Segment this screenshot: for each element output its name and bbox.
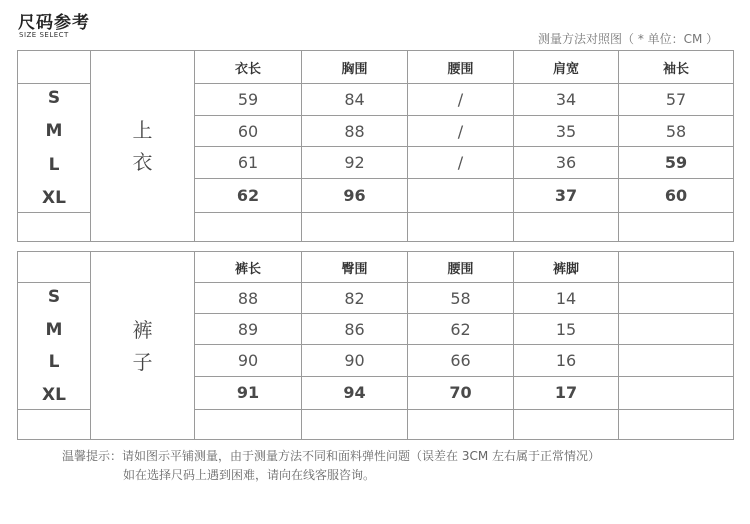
empty-cell bbox=[408, 410, 514, 440]
col-header-pant-length: 裤长 bbox=[195, 252, 302, 283]
col-header-length: 衣长 bbox=[195, 51, 302, 84]
empty-cell bbox=[18, 410, 91, 440]
empty-cell bbox=[619, 410, 734, 440]
tops-category-cell bbox=[91, 51, 195, 242]
table-cell: 91 bbox=[195, 376, 302, 409]
tips-note bbox=[62, 447, 600, 485]
table-cell: 16 bbox=[514, 345, 619, 376]
empty-cell bbox=[195, 410, 302, 440]
size-label: M bbox=[45, 319, 63, 340]
pants-category-char: 裤 bbox=[132, 317, 153, 342]
col-header-waist: 腰围 bbox=[408, 51, 514, 84]
table-cell: 36 bbox=[514, 147, 619, 179]
table-cell: 88 bbox=[195, 283, 302, 314]
empty-cell bbox=[302, 213, 408, 242]
pants-category-char: 子 bbox=[132, 349, 153, 374]
table-cell: 37 bbox=[514, 179, 619, 213]
size-label: S bbox=[47, 287, 61, 307]
corner-cell bbox=[18, 51, 91, 84]
tops-size-table bbox=[17, 50, 734, 242]
col-header-hip: 臀围 bbox=[302, 252, 408, 283]
size-label: M bbox=[45, 121, 63, 142]
size-label: S bbox=[47, 88, 61, 108]
table-cell: / bbox=[408, 84, 514, 116]
table-cell: 90 bbox=[195, 345, 302, 376]
table-cell: 34 bbox=[514, 84, 619, 116]
size-label: L bbox=[48, 154, 60, 175]
table-cell: 59 bbox=[619, 147, 734, 179]
table-cell: 17 bbox=[514, 376, 619, 409]
pants-category-cell bbox=[91, 252, 195, 440]
table-cell: 92 bbox=[302, 147, 408, 179]
empty-cell bbox=[619, 213, 734, 242]
table-cell: 58 bbox=[408, 283, 514, 314]
table-cell: 62 bbox=[408, 314, 514, 345]
tips-line: 如在选择尺码上遇到困难，请向在线客服咨询。 bbox=[123, 468, 376, 482]
table-cell: 86 bbox=[302, 314, 408, 345]
table-cell: 88 bbox=[302, 115, 408, 147]
empty-cell bbox=[18, 213, 91, 242]
table-cell: / bbox=[408, 115, 514, 147]
page-subtitle: SIZE SELECT bbox=[19, 31, 69, 39]
col-header-empty bbox=[619, 252, 734, 283]
table-cell bbox=[619, 283, 734, 314]
table-cell bbox=[619, 376, 734, 409]
table-cell: 15 bbox=[514, 314, 619, 345]
table-cell bbox=[408, 179, 514, 213]
table-cell bbox=[619, 314, 734, 345]
table-cell: 57 bbox=[619, 84, 734, 116]
tops-category-char: 上 bbox=[132, 118, 153, 142]
empty-cell bbox=[408, 213, 514, 242]
table-cell: 96 bbox=[302, 179, 408, 213]
table-cell: 62 bbox=[195, 179, 302, 213]
table-cell: 59 bbox=[195, 84, 302, 116]
table-cell: 84 bbox=[302, 84, 408, 116]
pants-size-column bbox=[18, 283, 91, 410]
table-cell bbox=[619, 345, 734, 376]
empty-cell bbox=[195, 213, 302, 242]
col-header-shoulder: 肩宽 bbox=[514, 51, 619, 84]
unit-note: 测量方法对照图（ * 单位：CM ） bbox=[538, 32, 719, 46]
empty-cell bbox=[514, 213, 619, 242]
empty-cell bbox=[302, 410, 408, 440]
empty-cell bbox=[514, 410, 619, 440]
table-cell: 70 bbox=[408, 376, 514, 409]
size-label: XL bbox=[42, 384, 66, 405]
col-header-sleeve: 袖长 bbox=[619, 51, 734, 84]
table-cell: / bbox=[408, 147, 514, 179]
table-cell: 35 bbox=[514, 115, 619, 147]
page-title: 尺码参考 bbox=[18, 13, 90, 33]
table-cell: 14 bbox=[514, 283, 619, 314]
size-label: L bbox=[48, 352, 60, 373]
table-cell: 94 bbox=[302, 376, 408, 409]
table-cell: 82 bbox=[302, 283, 408, 314]
size-label: XL bbox=[42, 187, 66, 208]
col-header-leg-opening: 裤脚 bbox=[514, 252, 619, 283]
table-cell: 90 bbox=[302, 345, 408, 376]
table-cell: 60 bbox=[195, 115, 302, 147]
table-cell: 58 bbox=[619, 115, 734, 147]
table-cell: 61 bbox=[195, 147, 302, 179]
tips-line: 温馨提示：请如图示平铺测量，由于测量方法不同和面料弹性问题（误差在 3CM 左右属于正常情况） bbox=[62, 449, 600, 463]
tops-size-column bbox=[18, 84, 91, 213]
col-header-chest: 胸围 bbox=[302, 51, 408, 84]
tops-category-char: 衣 bbox=[132, 150, 153, 174]
col-header-waist: 腰围 bbox=[408, 252, 514, 283]
table-cell: 60 bbox=[619, 179, 734, 213]
table-cell: 89 bbox=[195, 314, 302, 345]
table-cell: 66 bbox=[408, 345, 514, 376]
corner-cell bbox=[18, 252, 91, 283]
pants-size-table bbox=[17, 251, 734, 440]
